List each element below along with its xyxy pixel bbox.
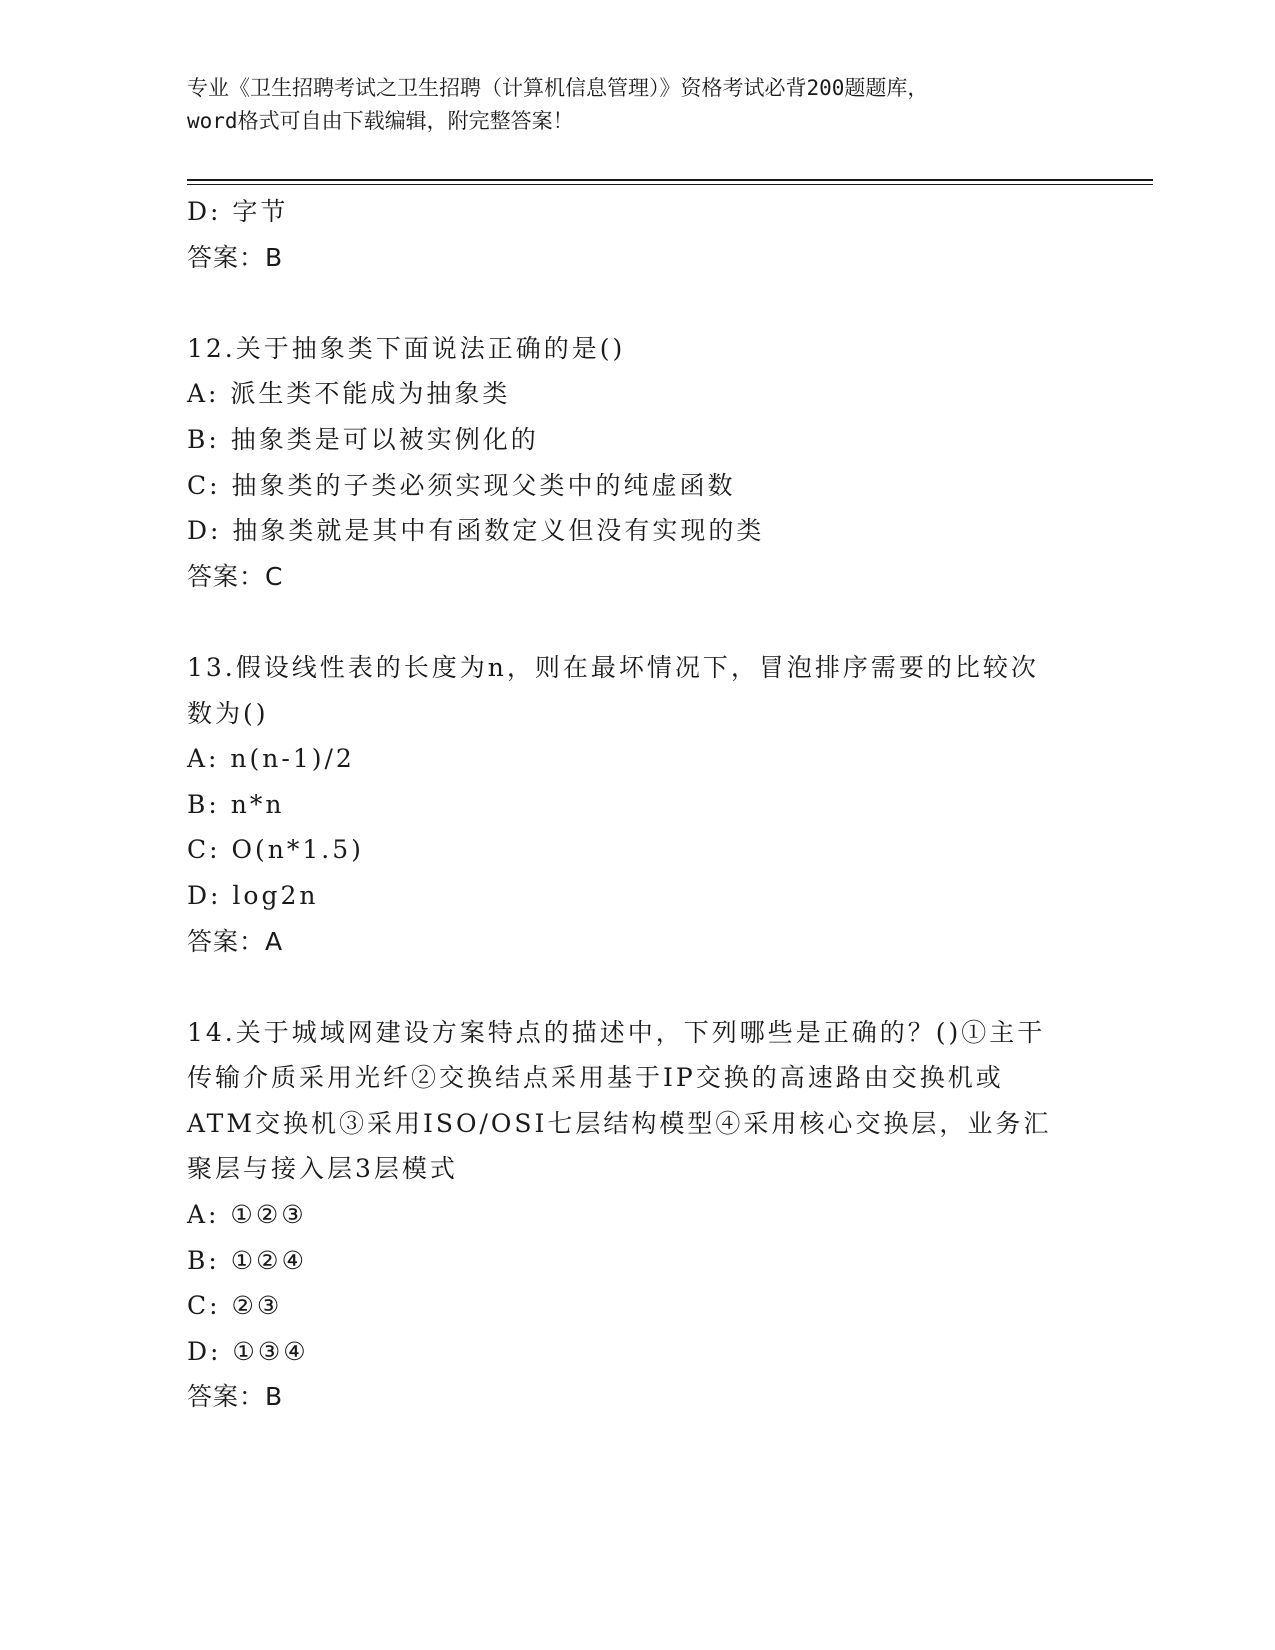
spacer — [187, 280, 1087, 326]
question-13-option-a: A: n(n-1)/2 — [187, 744, 355, 774]
question-14-stem-line-2: 传输介质采用光纤②交换结点采用基于IP交换的高速路由交换机或 — [187, 1063, 1004, 1093]
header-rule-thick — [187, 179, 1153, 181]
question-14-stem-line-1: 14.关于城域网建设方案特点的描述中，下列哪些是正确的？()①主干 — [187, 1017, 1046, 1047]
question-14-option-a: A: ①②③ — [187, 1200, 307, 1230]
header-rule-thin — [187, 184, 1153, 185]
question-13-option-b: B: n*n — [187, 789, 285, 819]
question-12-answer: 答案：C — [187, 561, 284, 591]
question-13-stem-line-1: 13.假设线性表的长度为n，则在最坏情况下，冒泡排序需要的比较次 — [187, 652, 1039, 682]
question-14-answer: 答案：B — [187, 1382, 284, 1412]
question-12-option-c: C: 抽象类的子类必须实现父类中的纯虚函数 — [187, 470, 736, 500]
header-line-2: word格式可自由下载编辑，附完整答案！ — [187, 109, 574, 133]
question-13 — [187, 645, 1087, 964]
question-14-stem-line-4: 聚层与接入层3层模式 — [187, 1154, 458, 1184]
question-12-option-a: A: 派生类不能成为抽象类 — [187, 379, 511, 409]
spacer — [187, 964, 1087, 1010]
question-14-option-d: D: ①③④ — [187, 1336, 309, 1366]
question-14-option-c: C: ②③ — [187, 1291, 283, 1321]
question-12 — [187, 326, 1087, 600]
question-11-option-d: D: 字节 — [187, 197, 289, 226]
question-13-option-d: D: log2n — [187, 880, 319, 910]
question-11-answer: 答案：B — [187, 242, 284, 272]
spacer — [187, 599, 1087, 645]
question-13-stem-line-2: 数为() — [187, 698, 269, 728]
question-12-stem: 12.关于抽象类下面说法正确的是() — [187, 333, 626, 363]
question-14-stem-line-3: ATM交换机③采用ISO/OSI七层结构模型④采用核心交换层，业务汇 — [187, 1108, 1052, 1138]
header-line-1: 专业《卫生招聘考试之卫生招聘（计算机信息管理）》资格考试必背200题题库， — [187, 76, 929, 100]
question-12-option-d: D: 抽象类就是其中有函数定义但没有实现的类 — [187, 516, 765, 546]
question-14 — [187, 1010, 1087, 1420]
question-13-option-c: C: O(n*1.5) — [187, 835, 364, 865]
question-14-option-b: B: ①②④ — [187, 1245, 307, 1275]
question-12-option-b: B: 抽象类是可以被实例化的 — [187, 424, 539, 454]
question-13-answer: 答案：A — [187, 926, 284, 956]
page-header — [187, 72, 1087, 138]
document-body — [187, 189, 1087, 1420]
